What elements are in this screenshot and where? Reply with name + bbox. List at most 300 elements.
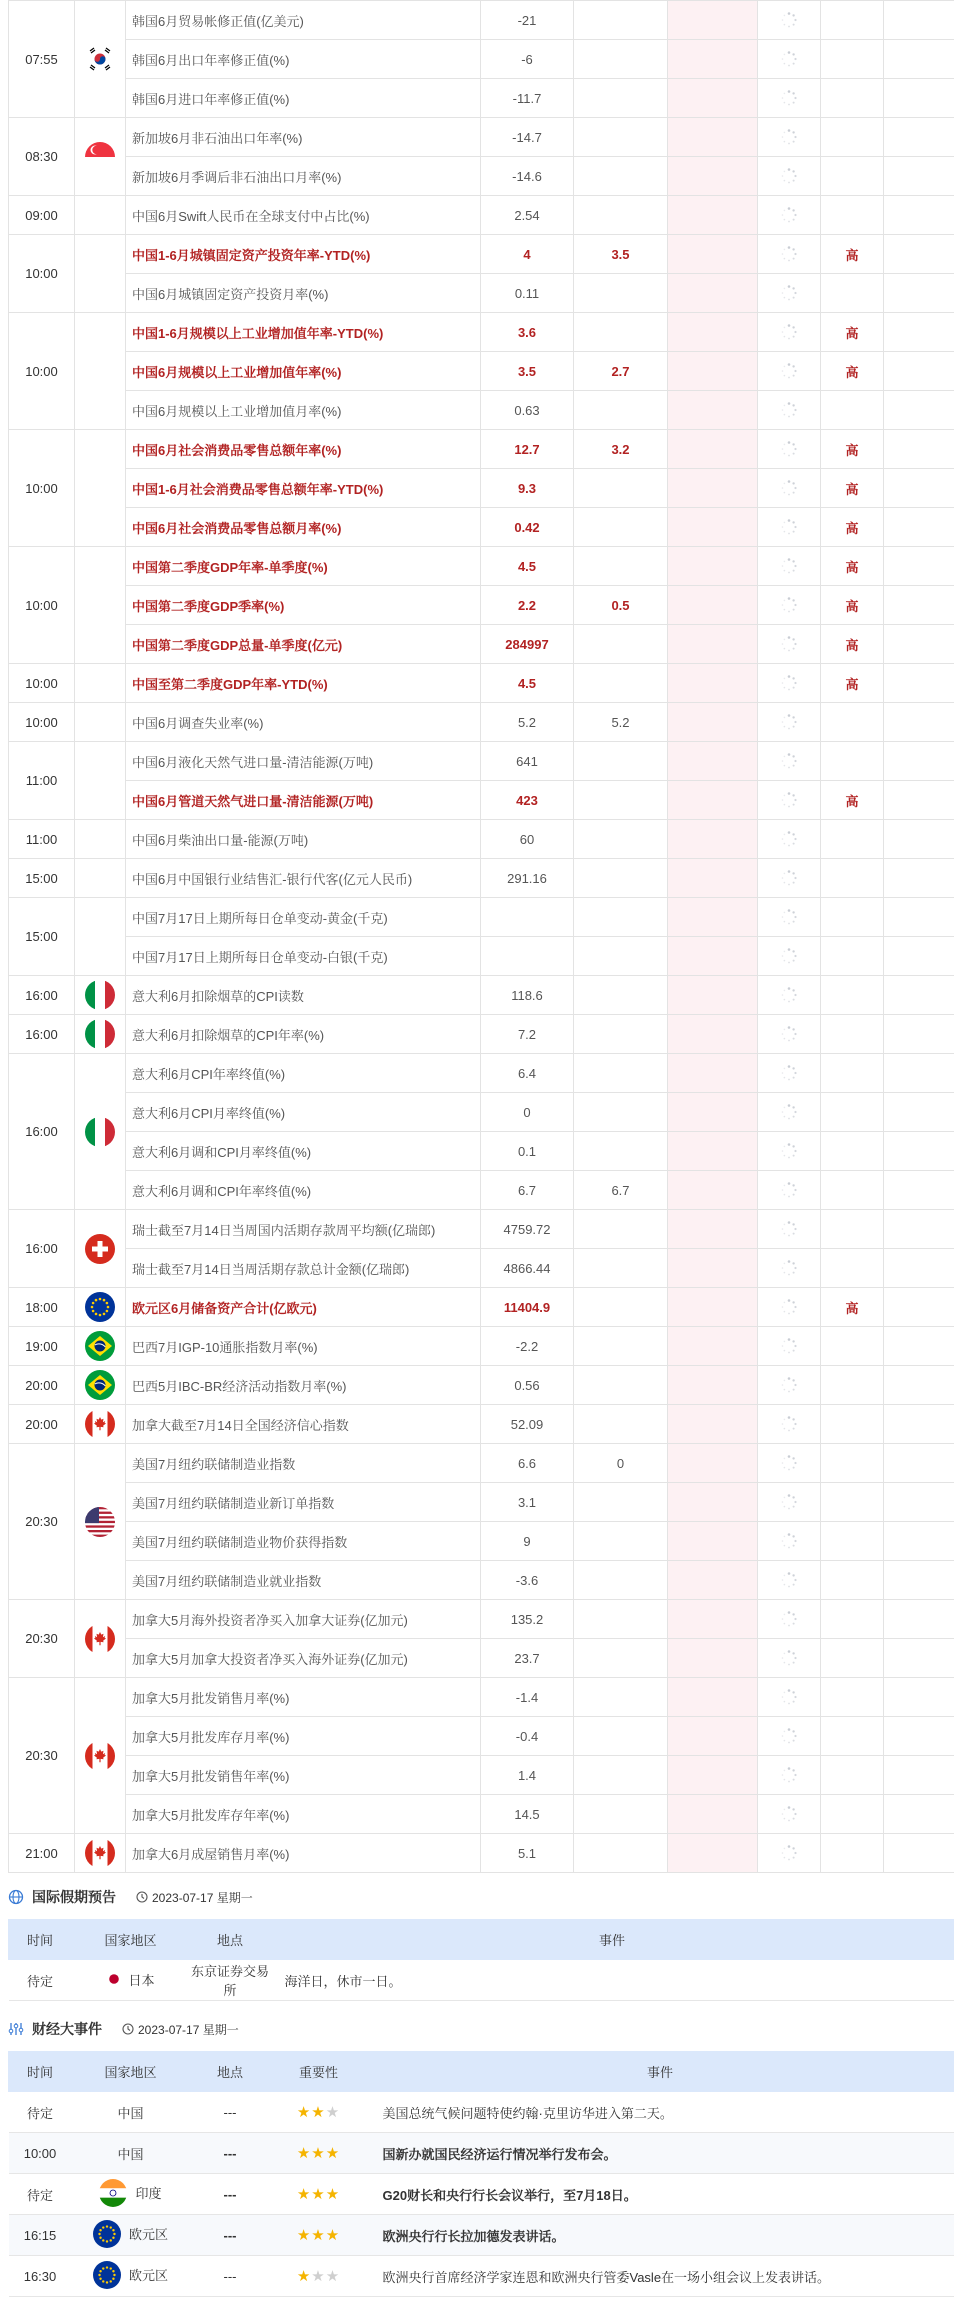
- loading-spinner-icon: [758, 1834, 821, 1873]
- event-row: [9, 2256, 954, 2297]
- actual-value-cell: [668, 1093, 758, 1132]
- indicator-name[interactable]: 中国6月规模以上工业增加值月率(%): [126, 391, 481, 430]
- japan-flag-icon: [106, 1971, 122, 1987]
- indicator-name[interactable]: 中国第二季度GDP季率(%): [126, 586, 481, 625]
- indicator-name[interactable]: 新加坡6月季调后非石油出口月率(%): [126, 157, 481, 196]
- impact-cell: [884, 235, 954, 274]
- consensus-value: [574, 1, 668, 40]
- event-time: 10:00: [9, 547, 75, 664]
- events-col-event: 事件: [367, 2052, 954, 2092]
- impact-cell: [884, 781, 954, 820]
- holiday-col-time: 时间: [9, 1920, 72, 1960]
- impact-cell: [884, 1405, 954, 1444]
- calendar-row: [9, 1288, 954, 1327]
- impact-cell: [884, 274, 954, 313]
- consensus-value: [574, 1678, 668, 1717]
- actual-value-cell: [668, 586, 758, 625]
- indicator-name[interactable]: 中国6月管道天然气进口量-清洁能源(万吨): [126, 781, 481, 820]
- previous-value: -21: [481, 1, 574, 40]
- indicator-name[interactable]: 巴西7月IGP-10通胀指数月率(%): [126, 1327, 481, 1366]
- calendar-row: [9, 1561, 954, 1600]
- loading-spinner-icon: [758, 1717, 821, 1756]
- actual-value-cell: [668, 157, 758, 196]
- importance-level: 高: [821, 430, 884, 469]
- indicator-name[interactable]: 韩国6月进口年率修正值(%): [126, 79, 481, 118]
- indicator-name[interactable]: 加拿大5月批发销售年率(%): [126, 1756, 481, 1795]
- actual-value-cell: [668, 1327, 758, 1366]
- indicator-name[interactable]: 中国至第二季度GDP年率-YTD(%): [126, 664, 481, 703]
- indicator-name[interactable]: 中国6月社会消费品零售总额月率(%): [126, 508, 481, 547]
- consensus-value: 2.7: [574, 352, 668, 391]
- previous-value: 0.11: [481, 274, 574, 313]
- calendar-row: [9, 898, 954, 937]
- event-time: 19:00: [9, 1327, 75, 1366]
- event-time: 10:00: [9, 313, 75, 430]
- consensus-value: [574, 976, 668, 1015]
- indicator-name[interactable]: 加拿大6月成屋销售月率(%): [126, 1834, 481, 1873]
- loading-spinner-icon: [758, 820, 821, 859]
- consensus-value: [574, 1405, 668, 1444]
- loading-spinner-icon: [758, 1093, 821, 1132]
- loading-spinner-icon: [758, 976, 821, 1015]
- indicator-name[interactable]: 中国6月Swift人民币在全球支付中占比(%): [126, 196, 481, 235]
- loading-spinner-icon: [758, 781, 821, 820]
- calendar-row: [9, 1444, 954, 1483]
- consensus-value: [574, 508, 668, 547]
- events-table: [8, 2051, 954, 2297]
- actual-value-cell: [668, 1015, 758, 1054]
- importance-level: 高: [821, 469, 884, 508]
- country-flag-cell: [75, 196, 126, 235]
- event-time: 20:00: [9, 1366, 75, 1405]
- importance-level: [821, 118, 884, 157]
- indicator-name[interactable]: 瑞士截至7月14日当周活期存款总计金额(亿瑞郎): [126, 1249, 481, 1288]
- indicator-name[interactable]: 中国7月17日上期所每日仓单变动-黄金(千克): [126, 898, 481, 937]
- loading-spinner-icon: [758, 1444, 821, 1483]
- consensus-value: [574, 1522, 668, 1561]
- impact-cell: [884, 1327, 954, 1366]
- previous-value: 0.42: [481, 508, 574, 547]
- impact-cell: [884, 703, 954, 742]
- importance-level: 高: [821, 1288, 884, 1327]
- importance-level: [821, 157, 884, 196]
- indicator-name[interactable]: 中国1-6月社会消费品零售总额年率-YTD(%): [126, 469, 481, 508]
- event-time: 16:00: [9, 1054, 75, 1210]
- indicator-name[interactable]: 新加坡6月非石油出口年率(%): [126, 118, 481, 157]
- consensus-value: [574, 1132, 668, 1171]
- calendar-row: [9, 40, 954, 79]
- previous-value: 52.09: [481, 1405, 574, 1444]
- previous-value: 6.6: [481, 1444, 574, 1483]
- country-flag-cell: [75, 1054, 126, 1210]
- event-row: [9, 2215, 954, 2256]
- consensus-value: [574, 1327, 668, 1366]
- calendar-row: [9, 430, 954, 469]
- events-col-importance: 重要性: [271, 2052, 367, 2092]
- event-place: ---: [190, 2215, 271, 2256]
- consensus-value: [574, 391, 668, 430]
- event-time: 20:30: [9, 1678, 75, 1834]
- loading-spinner-icon: [758, 1249, 821, 1288]
- holiday-country: [72, 1960, 190, 2001]
- indicator-name[interactable]: 瑞士截至7月14日当周国内活期存款周平均额(亿瑞郎): [126, 1210, 481, 1249]
- previous-value: 4: [481, 235, 574, 274]
- loading-spinner-icon: [758, 40, 821, 79]
- calendar-row: [9, 274, 954, 313]
- impact-cell: [884, 1015, 954, 1054]
- calendar-row: [9, 469, 954, 508]
- impact-cell: [884, 391, 954, 430]
- previous-value: -11.7: [481, 79, 574, 118]
- event-time: 20:30: [9, 1444, 75, 1600]
- previous-value: 284997: [481, 625, 574, 664]
- loading-spinner-icon: [758, 352, 821, 391]
- calendar-row: [9, 352, 954, 391]
- impact-cell: [884, 625, 954, 664]
- event-time: 10:00: [9, 2133, 72, 2174]
- importance-level: [821, 976, 884, 1015]
- impact-cell: [884, 1522, 954, 1561]
- indicator-name[interactable]: 中国6月调查失业率(%): [126, 703, 481, 742]
- importance-level: [821, 1444, 884, 1483]
- loading-spinner-icon: [758, 196, 821, 235]
- importance-level: [821, 859, 884, 898]
- indicator-name[interactable]: 加拿大5月批发库存年率(%): [126, 1795, 481, 1834]
- consensus-value: [574, 1600, 668, 1639]
- actual-value-cell: [668, 1717, 758, 1756]
- events-col-time: 时间: [9, 2052, 72, 2092]
- calendar-row: [9, 313, 954, 352]
- loading-spinner-icon: [758, 742, 821, 781]
- indicator-name[interactable]: 中国6月社会消费品零售总额年率(%): [126, 430, 481, 469]
- country-flag-cell: [75, 1015, 126, 1054]
- event-time: 10:00: [9, 235, 75, 313]
- consensus-value: [574, 1054, 668, 1093]
- event-country-name: 中国: [117, 2146, 144, 2162]
- country-flag-cell: [75, 703, 126, 742]
- actual-value-cell: [668, 1288, 758, 1327]
- canada-flag-icon: [85, 1624, 115, 1654]
- loading-spinner-icon: [758, 430, 821, 469]
- actual-value-cell: [668, 313, 758, 352]
- impact-cell: [884, 1561, 954, 1600]
- consensus-value: [574, 196, 668, 235]
- importance-stars-icon: ★★★: [296, 2104, 341, 2121]
- country-flag-cell: [75, 898, 126, 976]
- calendar-row: [9, 547, 954, 586]
- indicator-name[interactable]: 中国1-6月规模以上工业增加值年率-YTD(%): [126, 313, 481, 352]
- indicator-name[interactable]: 中国6月规模以上工业增加值年率(%): [126, 352, 481, 391]
- holiday-col-place: 地点: [190, 1920, 271, 1960]
- impact-cell: [884, 1054, 954, 1093]
- event-importance: [271, 2092, 367, 2133]
- impact-cell: [884, 1795, 954, 1834]
- indicator-name[interactable]: 加拿大截至7月14日全国经济信心指数: [126, 1405, 481, 1444]
- importance-stars-icon: ★★★: [296, 2227, 341, 2244]
- country-flag-cell: [75, 1366, 126, 1405]
- canada-flag-icon: [85, 1741, 115, 1771]
- indicator-name[interactable]: 中国第二季度GDP年率-单季度(%): [126, 547, 481, 586]
- loading-spinner-icon: [758, 274, 821, 313]
- impact-cell: [884, 1678, 954, 1717]
- impact-cell: [884, 157, 954, 196]
- calendar-row: [9, 1210, 954, 1249]
- canada-flag-icon: [85, 1409, 115, 1439]
- previous-value: 2.2: [481, 586, 574, 625]
- importance-level: [821, 1639, 884, 1678]
- event-time: 10:00: [9, 703, 75, 742]
- indicator-name[interactable]: 意大利6月扣除烟草的CPI年率(%): [126, 1015, 481, 1054]
- importance-level: [821, 820, 884, 859]
- loading-spinner-icon: [758, 1756, 821, 1795]
- indicator-name[interactable]: 中国6月中国银行业结售汇-银行代客(亿元人民币): [126, 859, 481, 898]
- indicator-name[interactable]: 中国7月17日上期所每日仓单变动-白银(千克): [126, 937, 481, 976]
- loading-spinner-icon: [758, 625, 821, 664]
- consensus-value: [574, 1639, 668, 1678]
- previous-value: 0.63: [481, 391, 574, 430]
- importance-level: [821, 898, 884, 937]
- consensus-value: [574, 625, 668, 664]
- previous-value: 11404.9: [481, 1288, 574, 1327]
- indicator-name[interactable]: 加拿大5月加拿大投资者净买入海外证券(亿加元): [126, 1639, 481, 1678]
- consensus-value: [574, 1210, 668, 1249]
- impact-cell: [884, 547, 954, 586]
- previous-value: 0.1: [481, 1132, 574, 1171]
- actual-value-cell: [668, 508, 758, 547]
- holiday-time: 待定: [9, 1960, 72, 2001]
- indicator-name[interactable]: 美国7月纽约联储制造业新订单指数: [126, 1483, 481, 1522]
- events-section-header: [8, 2009, 239, 2049]
- importance-level: [821, 1600, 884, 1639]
- previous-value: 641: [481, 742, 574, 781]
- indicator-name[interactable]: 欧元区6月储备资产合计(亿欧元): [126, 1288, 481, 1327]
- impact-cell: [884, 1756, 954, 1795]
- event-time: 11:00: [9, 742, 75, 820]
- south-korea-flag-icon: [85, 44, 115, 74]
- impact-cell: [884, 820, 954, 859]
- actual-value-cell: [668, 1054, 758, 1093]
- impact-cell: [884, 1210, 954, 1249]
- indicator-name[interactable]: 中国6月柴油出口量-能源(万吨): [126, 820, 481, 859]
- actual-value-cell: [668, 1795, 758, 1834]
- actual-value-cell: [668, 1483, 758, 1522]
- holiday-event: 海洋日，休市一日。: [271, 1960, 954, 2001]
- country-flag-cell: [75, 664, 126, 703]
- actual-value-cell: [668, 1132, 758, 1171]
- holiday-col-country: 国家地区: [72, 1920, 190, 1960]
- previous-value: 14.5: [481, 1795, 574, 1834]
- event-country-name: 欧元区: [128, 2268, 168, 2283]
- previous-value: 3.6: [481, 313, 574, 352]
- consensus-value: [574, 820, 668, 859]
- importance-level: [821, 1834, 884, 1873]
- event-time: 待定: [9, 2174, 72, 2215]
- actual-value-cell: [668, 79, 758, 118]
- importance-level: [821, 1054, 884, 1093]
- consensus-value: [574, 1483, 668, 1522]
- impact-cell: [884, 1132, 954, 1171]
- importance-level: 高: [821, 625, 884, 664]
- country-flag-cell: [75, 859, 126, 898]
- previous-value: 291.16: [481, 859, 574, 898]
- calendar-row: [9, 1249, 954, 1288]
- loading-spinner-icon: [758, 1522, 821, 1561]
- impact-cell: [884, 937, 954, 976]
- switzerland-flag-icon: [85, 1234, 115, 1264]
- calendar-row: [9, 703, 954, 742]
- brazil-flag-icon: [85, 1331, 115, 1361]
- importance-level: [821, 274, 884, 313]
- importance-level: [821, 1717, 884, 1756]
- calendar-row: [9, 781, 954, 820]
- event-importance: [271, 2174, 367, 2215]
- indicator-name[interactable]: 美国7月纽约联储制造业物价获得指数: [126, 1522, 481, 1561]
- consensus-value: [574, 781, 668, 820]
- previous-value: -14.6: [481, 157, 574, 196]
- calendar-row: [9, 1717, 954, 1756]
- importance-stars-icon: ★★★: [296, 2268, 341, 2285]
- indicator-name[interactable]: 韩国6月贸易帐修正值(亿美元): [126, 1, 481, 40]
- holiday-section-date: [136, 1889, 253, 1906]
- importance-level: [821, 1483, 884, 1522]
- actual-value-cell: [668, 352, 758, 391]
- indicator-name[interactable]: 韩国6月出口年率修正值(%): [126, 40, 481, 79]
- consensus-value: [574, 1366, 668, 1405]
- impact-cell: [884, 1483, 954, 1522]
- loading-spinner-icon: [758, 469, 821, 508]
- indicator-name[interactable]: 意大利6月调和CPI年率终值(%): [126, 1171, 481, 1210]
- holiday-section-header: [8, 1877, 253, 1917]
- previous-value: -3.6: [481, 1561, 574, 1600]
- impact-cell: [884, 1717, 954, 1756]
- loading-spinner-icon: [758, 937, 821, 976]
- previous-value: 423: [481, 781, 574, 820]
- impact-cell: [884, 1366, 954, 1405]
- country-flag-cell: [75, 118, 126, 196]
- loading-spinner-icon: [758, 1678, 821, 1717]
- loading-spinner-icon: [758, 1366, 821, 1405]
- indicator-name[interactable]: 美国7月纽约联储制造业就业指数: [126, 1561, 481, 1600]
- calendar-row: [9, 742, 954, 781]
- consensus-value: [574, 742, 668, 781]
- previous-value: 7.2: [481, 1015, 574, 1054]
- event-country-name: 欧元区: [128, 2227, 168, 2242]
- calendar-row: [9, 157, 954, 196]
- importance-level: 高: [821, 508, 884, 547]
- indicator-name[interactable]: 中国第二季度GDP总量-单季度(亿元): [126, 625, 481, 664]
- loading-spinner-icon: [758, 1639, 821, 1678]
- india-flag-icon: [99, 2179, 127, 2207]
- previous-value: -2.2: [481, 1327, 574, 1366]
- indicator-name[interactable]: 中国6月液化天然气进口量-清洁能源(万吨): [126, 742, 481, 781]
- event-description: G20财长和央行行长会议举行，至7月18日。: [367, 2174, 954, 2215]
- event-importance: [271, 2256, 367, 2297]
- impact-cell: [884, 313, 954, 352]
- consensus-value: [574, 469, 668, 508]
- calendar-row: [9, 1405, 954, 1444]
- importance-level: [821, 1522, 884, 1561]
- indicator-name[interactable]: 意大利6月扣除烟草的CPI读数: [126, 976, 481, 1015]
- event-place: ---: [190, 2133, 271, 2174]
- impact-cell: [884, 196, 954, 235]
- consensus-value: [574, 1249, 668, 1288]
- loading-spinner-icon: [758, 391, 821, 430]
- actual-value-cell: [668, 1600, 758, 1639]
- italy-flag-icon: [85, 980, 115, 1010]
- indicator-name[interactable]: 加拿大5月批发销售月率(%): [126, 1678, 481, 1717]
- importance-level: 高: [821, 352, 884, 391]
- indicator-name[interactable]: 加拿大5月批发库存月率(%): [126, 1717, 481, 1756]
- event-time: 16:00: [9, 1015, 75, 1054]
- indicator-name[interactable]: 意大利6月CPI月率终值(%): [126, 1093, 481, 1132]
- impact-cell: [884, 1093, 954, 1132]
- country-flag-cell: [75, 1, 126, 118]
- indicator-name[interactable]: 巴西5月IBC-BR经济活动指数月率(%): [126, 1366, 481, 1405]
- consensus-value: [574, 1093, 668, 1132]
- consensus-value: [574, 157, 668, 196]
- italy-flag-icon: [85, 1117, 115, 1147]
- actual-value-cell: [668, 469, 758, 508]
- holiday-place: 东京证券交易所: [190, 1960, 271, 2001]
- event-time: 07:55: [9, 1, 75, 118]
- impact-cell: [884, 1, 954, 40]
- calendar-row: [9, 1600, 954, 1639]
- country-flag-cell: [75, 1288, 126, 1327]
- previous-value: [481, 898, 574, 937]
- event-place: ---: [190, 2092, 271, 2133]
- events-col-country: 国家地区: [72, 2052, 190, 2092]
- event-country: [72, 2133, 190, 2174]
- calendar-row: [9, 1678, 954, 1717]
- event-row: [9, 2092, 954, 2133]
- importance-level: 高: [821, 586, 884, 625]
- actual-value-cell: [668, 781, 758, 820]
- indicator-name[interactable]: 中国6月城镇固定资产投资月率(%): [126, 274, 481, 313]
- indicator-name[interactable]: 中国1-6月城镇固定资产投资年率-YTD(%): [126, 235, 481, 274]
- event-time: 10:00: [9, 664, 75, 703]
- consensus-value: 0.5: [574, 586, 668, 625]
- indicator-name[interactable]: 加拿大5月海外投资者净买入加拿大证券(亿加元): [126, 1600, 481, 1639]
- event-time: 20:00: [9, 1405, 75, 1444]
- impact-cell: [884, 40, 954, 79]
- singapore-flag-icon: [85, 142, 115, 172]
- indicator-name[interactable]: 美国7月纽约联储制造业指数: [126, 1444, 481, 1483]
- actual-value-cell: [668, 898, 758, 937]
- indicator-name[interactable]: 意大利6月CPI年率终值(%): [126, 1054, 481, 1093]
- consensus-value: [574, 1717, 668, 1756]
- previous-value: -1.4: [481, 1678, 574, 1717]
- canada-flag-icon: [85, 1838, 115, 1868]
- previous-value: 2.54: [481, 196, 574, 235]
- loading-spinner-icon: [758, 898, 821, 937]
- country-flag-cell: [75, 820, 126, 859]
- importance-level: [821, 742, 884, 781]
- holiday-row: [9, 1960, 954, 2001]
- event-country-name: 印度: [135, 2186, 162, 2201]
- impact-cell: [884, 742, 954, 781]
- event-time: 16:30: [9, 2256, 72, 2297]
- importance-level: [821, 1249, 884, 1288]
- actual-value-cell: [668, 391, 758, 430]
- country-flag-cell: [75, 1678, 126, 1834]
- indicator-name[interactable]: 意大利6月调和CPI月率终值(%): [126, 1132, 481, 1171]
- event-time: 09:00: [9, 196, 75, 235]
- consensus-value: [574, 274, 668, 313]
- events-section-title: 财经大事件: [32, 2021, 102, 2037]
- loading-spinner-icon: [758, 508, 821, 547]
- holiday-col-event: 事件: [271, 1920, 954, 1960]
- actual-value-cell: [668, 625, 758, 664]
